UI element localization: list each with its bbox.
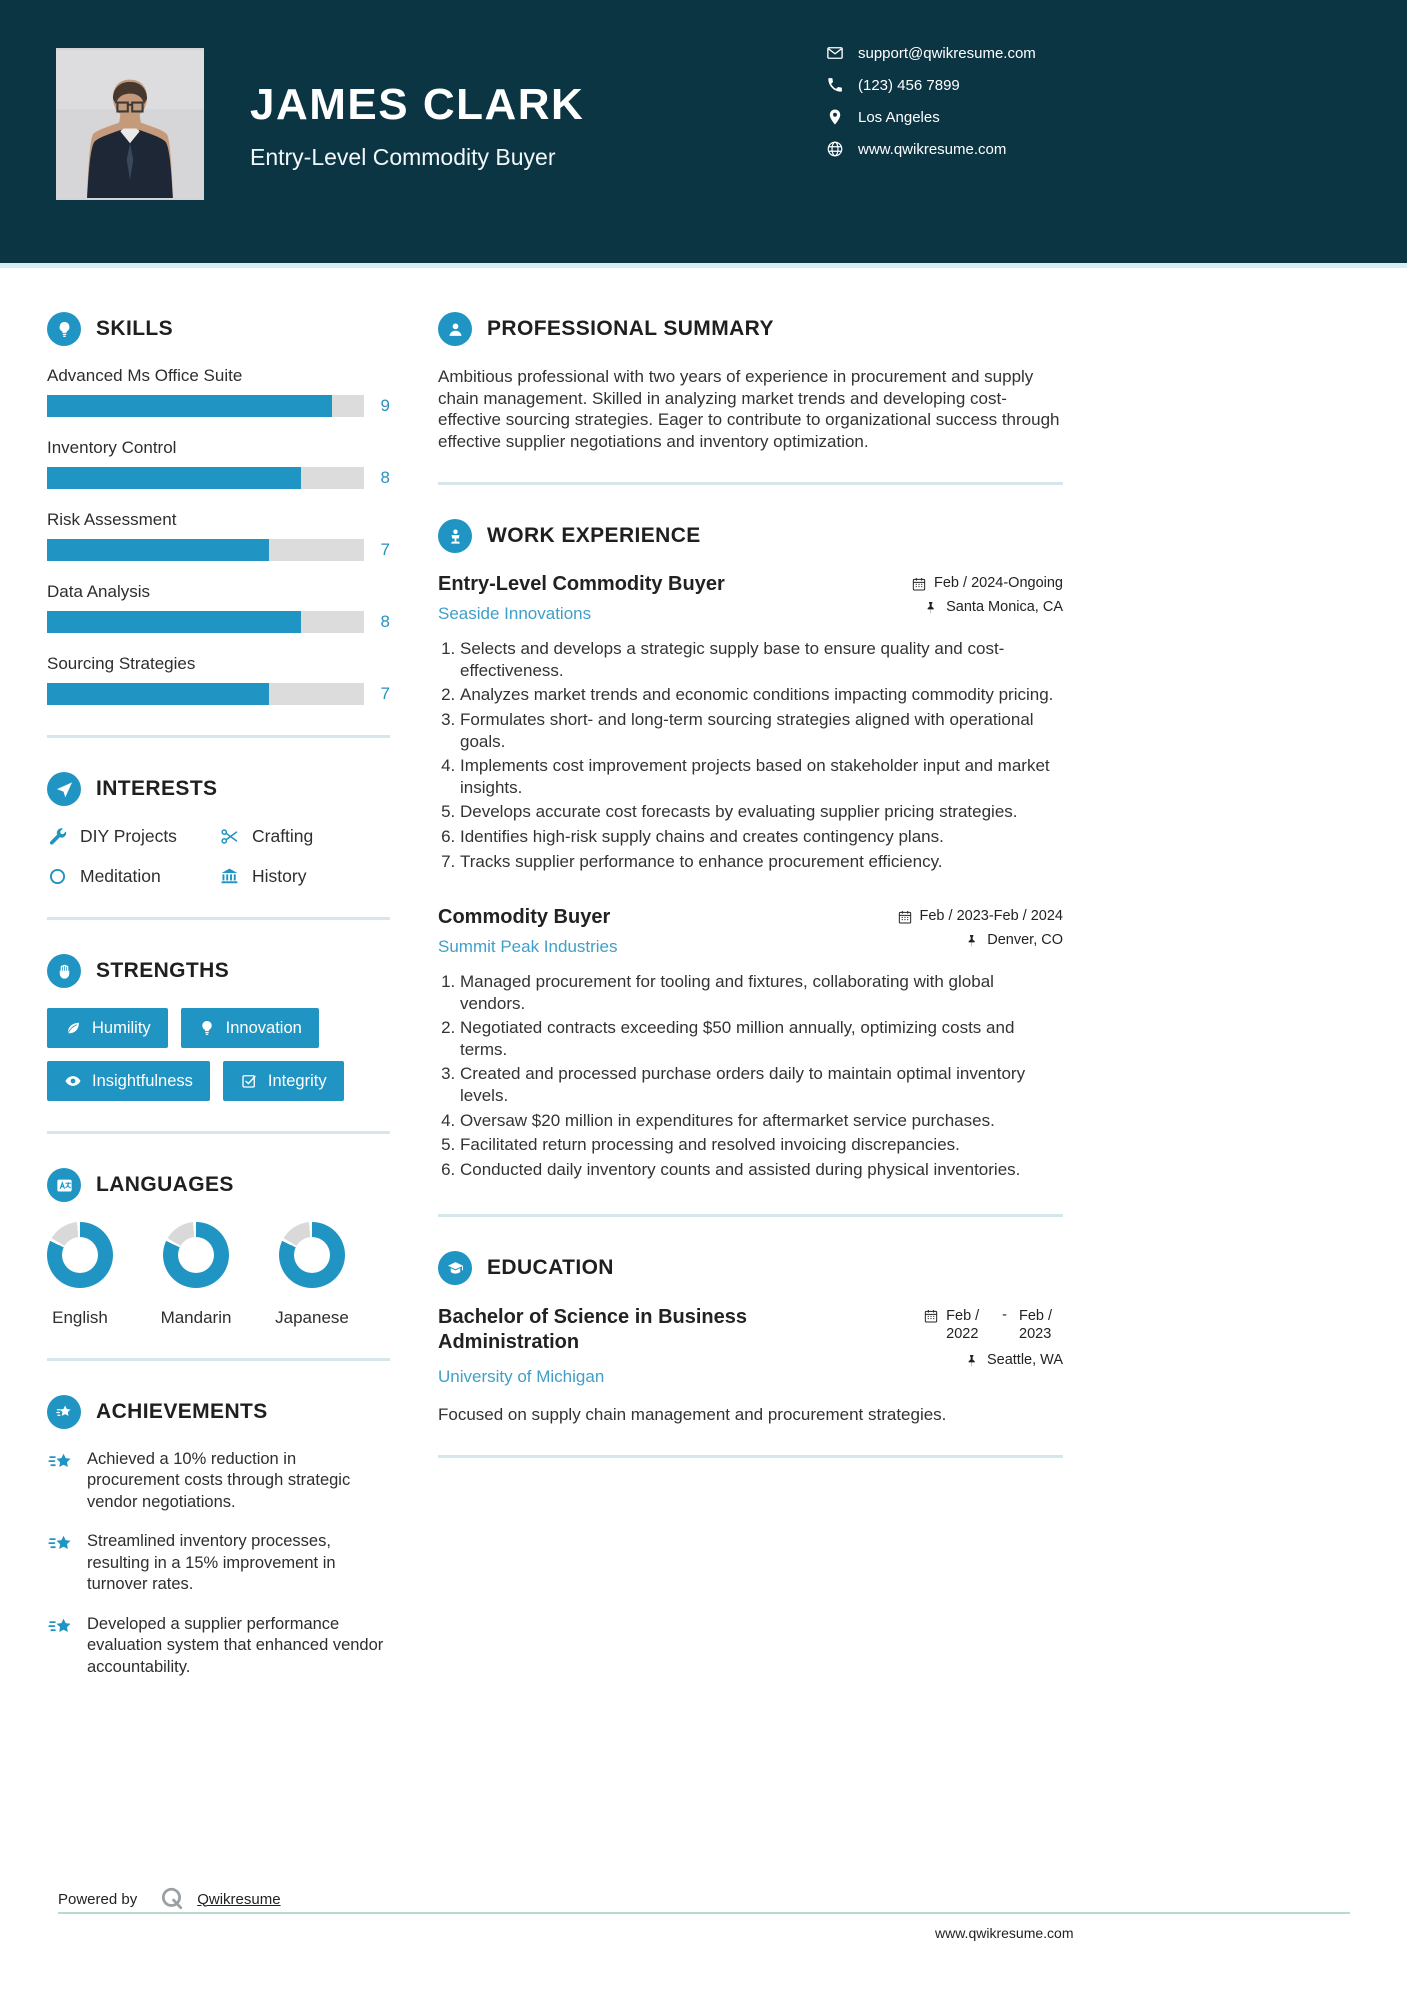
contact-row[interactable] — [826, 108, 1036, 126]
interest-label: History — [252, 866, 307, 886]
job-bullet: 3. Created and processed purchase orders daily to maintain optimal inventory levels. — [460, 1063, 1063, 1106]
education-location: Seattle, WA — [964, 1352, 1063, 1368]
main-divider — [438, 1214, 1063, 1217]
language-item — [160, 1222, 232, 1328]
header — [0, 0, 1407, 268]
work-icon — [438, 519, 472, 553]
museum-icon — [219, 866, 240, 887]
skill-label: Inventory Control — [47, 438, 177, 457]
paper-plane-icon — [47, 772, 81, 806]
skill-bar-fill — [47, 467, 301, 489]
job-entry — [438, 906, 1063, 1180]
job-bullet-list — [440, 638, 1063, 872]
skill-label: Sourcing Strategies — [47, 654, 196, 673]
footer-website-link[interactable]: www.qwikresume.com — [935, 1925, 1074, 1941]
interest-item — [219, 826, 390, 847]
language-donut-chart — [279, 1222, 345, 1288]
lightbulb-icon — [47, 312, 81, 346]
job-location: Denver, CO — [964, 932, 1063, 948]
skills-heading: SKILLS — [96, 317, 174, 340]
contact-text[interactable]: (123) 456 7899 — [858, 76, 960, 94]
pushpin-icon — [923, 600, 939, 616]
interest-item — [47, 866, 219, 887]
main-divider — [438, 1455, 1063, 1458]
strength-badge — [223, 1061, 344, 1101]
job-bullet: 5. Facilitated return processing and resolved invoicing discrepancies. — [460, 1134, 1063, 1156]
achievement-item — [47, 1449, 390, 1513]
profile-photo-illustration — [56, 48, 204, 200]
strengths-section — [47, 954, 390, 1101]
strength-badge — [47, 1008, 168, 1048]
achievements-heading: ACHIEVEMENTS — [96, 1400, 268, 1423]
skill-bar — [47, 395, 364, 417]
job-bullet-list — [440, 971, 1063, 1180]
summary-section — [438, 312, 1063, 452]
job-company-link[interactable]: Summit Peak Industries — [438, 937, 618, 957]
powered-by-label: Powered by — [58, 1890, 138, 1908]
globe-icon — [826, 140, 844, 158]
star-badge-icon — [47, 1395, 81, 1429]
skill-value: 7 — [380, 540, 390, 559]
job-bullet: 3. Formulates short- and long-term sourcing strategies aligned with operational goals. — [460, 709, 1063, 752]
pushpin-icon — [964, 933, 980, 949]
calendar-icon — [923, 1308, 939, 1324]
job-bullet: 4. Oversaw $20 million in expenditures for aftermarket service purchases. — [460, 1110, 1063, 1132]
skill-list — [47, 366, 390, 705]
skill-value: 8 — [380, 612, 390, 631]
skill-bar — [47, 467, 364, 489]
interest-list — [47, 826, 390, 887]
skill-bar-fill — [47, 611, 301, 633]
language-label: Mandarin — [160, 1308, 232, 1327]
language-list — [47, 1222, 390, 1328]
pushpin-icon — [964, 1353, 980, 1369]
identity-block — [250, 80, 584, 171]
achievement-list — [47, 1449, 390, 1678]
languages-section — [47, 1168, 390, 1328]
skill-label: Data Analysis — [47, 582, 150, 601]
strength-badge — [181, 1008, 319, 1048]
job-bullet: 1. Managed procurement for tooling and fixtures, collaborating with global vendors. — [460, 971, 1063, 1014]
qwikresume-logo-icon — [159, 1886, 185, 1912]
languages-header — [47, 1168, 390, 1202]
circle-icon — [47, 866, 68, 887]
degree-title: Bachelor of Science in Business Administration — [438, 1306, 747, 1354]
skills-header — [47, 312, 390, 346]
education-heading: EDUCATION — [487, 1256, 614, 1280]
language-item — [275, 1222, 349, 1328]
contact-text[interactable]: www.qwikresume.com — [858, 140, 1007, 158]
education-section — [438, 1251, 1063, 1425]
skill-bar — [47, 611, 364, 633]
achievement-text: Developed a supplier performance evaluation system that enhanced vendor accountability. — [87, 1614, 384, 1676]
skill-bar-fill — [47, 395, 332, 417]
calendar-icon — [911, 576, 927, 592]
education-dates: Feb / 2022 - Feb / 2023 — [923, 1307, 1063, 1343]
strength-label: Humility — [92, 1018, 151, 1037]
job-meta — [878, 906, 1063, 957]
fist-icon — [47, 954, 81, 988]
strength-badges — [47, 1008, 390, 1101]
job-bullet: 2. Negotiated contracts exceeding $50 million annually, optimizing costs and terms. — [460, 1017, 1063, 1060]
summary-header — [438, 312, 1063, 346]
sidebar — [47, 312, 390, 1696]
person-icon — [438, 312, 472, 346]
skill-bar — [47, 683, 364, 705]
job-bullet: 6. Identifies high-risk supply chains and creates contingency plans. — [460, 826, 1063, 848]
job-meta — [878, 573, 1063, 624]
qwikresume-link[interactable]: Qwikresume — [197, 1890, 281, 1908]
skill-value: 9 — [380, 396, 390, 415]
main-column — [438, 312, 1063, 1696]
interests-header — [47, 772, 390, 806]
experience-section — [438, 519, 1063, 1180]
contact-row[interactable] — [826, 44, 1036, 62]
translate-icon — [47, 1168, 81, 1202]
email-icon — [826, 44, 844, 62]
job-title: Entry-Level Commodity Buyer — [438, 573, 725, 596]
sidebar-divider — [47, 1131, 390, 1134]
sidebar-divider — [47, 1358, 390, 1361]
calendar-icon — [897, 909, 913, 925]
eye-icon — [64, 1072, 82, 1090]
job-entry — [438, 573, 1063, 872]
job-dates: Feb / 2023-Feb / 2024 — [897, 908, 1064, 924]
lightbulb-icon — [198, 1019, 216, 1037]
job-bullet: 2. Analyzes market trends and economic conditions impacting commodity pricing. — [460, 684, 1063, 706]
experience-heading: WORK EXPERIENCE — [487, 524, 701, 548]
skill-bar — [47, 539, 364, 561]
job-bullet: 5. Develops accurate cost forecasts by evaluating supplier pricing strategies. — [460, 801, 1063, 823]
skills-section — [47, 312, 390, 705]
education-description: Focused on supply chain management and procurement strategies. — [438, 1405, 947, 1425]
strengths-heading: STRENGTHS — [96, 959, 230, 982]
language-item — [47, 1222, 113, 1328]
interest-label: Meditation — [80, 866, 161, 886]
summary-text: Ambitious professional with two years of experience in procurement and supply chain management. Skilled in analyzing market trends and developing cost-effective sourcing strategies. Eager to contribute to organizational success through effective supplier negotiations and inventory optimization. — [438, 367, 1060, 451]
education-header — [438, 1251, 1063, 1285]
strength-label: Innovation — [225, 1018, 302, 1037]
strength-label: Insightfulness — [92, 1071, 193, 1090]
skill-item — [47, 366, 390, 417]
summary-heading: PROFESSIONAL SUMMARY — [487, 317, 774, 340]
achievement-text: Achieved a 10% reduction in procurement costs through strategic vendor negotiations. — [87, 1450, 351, 1511]
location-icon — [826, 108, 844, 126]
phone-icon — [826, 76, 844, 94]
content — [0, 268, 1407, 1696]
interests-heading: INTERESTS — [96, 777, 218, 800]
graduation-icon — [438, 1251, 472, 1285]
candidate-name: JAMES CLARK — [250, 80, 585, 129]
shooting-star-icon — [47, 1449, 74, 1476]
contact-text[interactable]: support@qwikresume.com — [858, 44, 1036, 62]
interest-label: DIY Projects — [80, 826, 177, 846]
check-square-icon — [240, 1072, 258, 1090]
interest-item — [47, 826, 219, 847]
shooting-star-icon — [47, 1531, 74, 1558]
job-bullet: 6. Conducted daily inventory counts and assisted during physical inventories. — [460, 1159, 1063, 1181]
job-dates: Feb / 2024-Ongoing — [911, 575, 1063, 591]
job-bullet: 1. Selects and develops a strategic supply base to ensure quality and cost-effectiveness. — [460, 638, 1063, 681]
language-label: English — [52, 1308, 108, 1327]
achievements-header — [47, 1395, 390, 1429]
achievement-item — [47, 1614, 390, 1678]
shooting-star-icon — [47, 1614, 74, 1641]
language-donut-chart — [163, 1222, 229, 1288]
education-meta — [878, 1305, 1063, 1387]
skill-label: Advanced Ms Office Suite — [47, 366, 243, 385]
job-company-link[interactable]: Seaside Innovations — [438, 604, 592, 624]
skill-value: 7 — [380, 684, 390, 703]
school-link[interactable]: University of Michigan — [438, 1367, 605, 1387]
skill-bar-fill — [47, 539, 269, 561]
language-donut-chart — [47, 1222, 113, 1288]
skill-value: 8 — [380, 468, 390, 487]
achievement-text: Streamlined inventory processes, resulting in a 15% improvement in turnover rates. — [87, 1532, 336, 1594]
strength-label: Integrity — [267, 1071, 327, 1090]
wrench-icon — [47, 826, 68, 847]
contact-row[interactable] — [826, 76, 1036, 94]
scissors-icon — [219, 826, 240, 847]
main-divider — [438, 482, 1063, 485]
skill-item — [47, 582, 390, 633]
job-bullet: 4. Implements cost improvement projects based on stakeholder input and market insights. — [460, 755, 1063, 798]
contact-list — [826, 44, 1036, 158]
language-label: Japanese — [275, 1308, 349, 1327]
strength-badge — [47, 1061, 210, 1101]
contact-row[interactable] — [826, 140, 1036, 158]
interest-item — [219, 866, 390, 887]
sidebar-divider — [47, 735, 390, 738]
footer-divider — [58, 1912, 1350, 1914]
job-bullet: 7. Tracks supplier performance to enhance procurement efficiency. — [460, 851, 1063, 873]
interest-label: Crafting — [252, 826, 314, 846]
skill-item — [47, 510, 390, 561]
achievement-item — [47, 1531, 390, 1595]
job-title: Commodity Buyer — [438, 906, 611, 929]
languages-heading: LANGUAGES — [96, 1173, 234, 1196]
footer-powered-by — [58, 1886, 281, 1912]
candidate-title: Entry-Level Commodity Buyer — [250, 144, 556, 170]
profile-photo — [56, 48, 204, 200]
skill-item — [47, 438, 390, 489]
skill-bar-fill — [47, 683, 269, 705]
strengths-header — [47, 954, 390, 988]
interests-section — [47, 772, 390, 887]
experience-header — [438, 519, 1063, 553]
leaf-icon — [64, 1019, 82, 1037]
contact-text[interactable]: Los Angeles — [858, 108, 940, 126]
job-location: Santa Monica, CA — [923, 599, 1063, 615]
skill-label: Risk Assessment — [47, 510, 177, 529]
sidebar-divider — [47, 917, 390, 920]
skill-item — [47, 654, 390, 705]
achievements-section — [47, 1395, 390, 1678]
